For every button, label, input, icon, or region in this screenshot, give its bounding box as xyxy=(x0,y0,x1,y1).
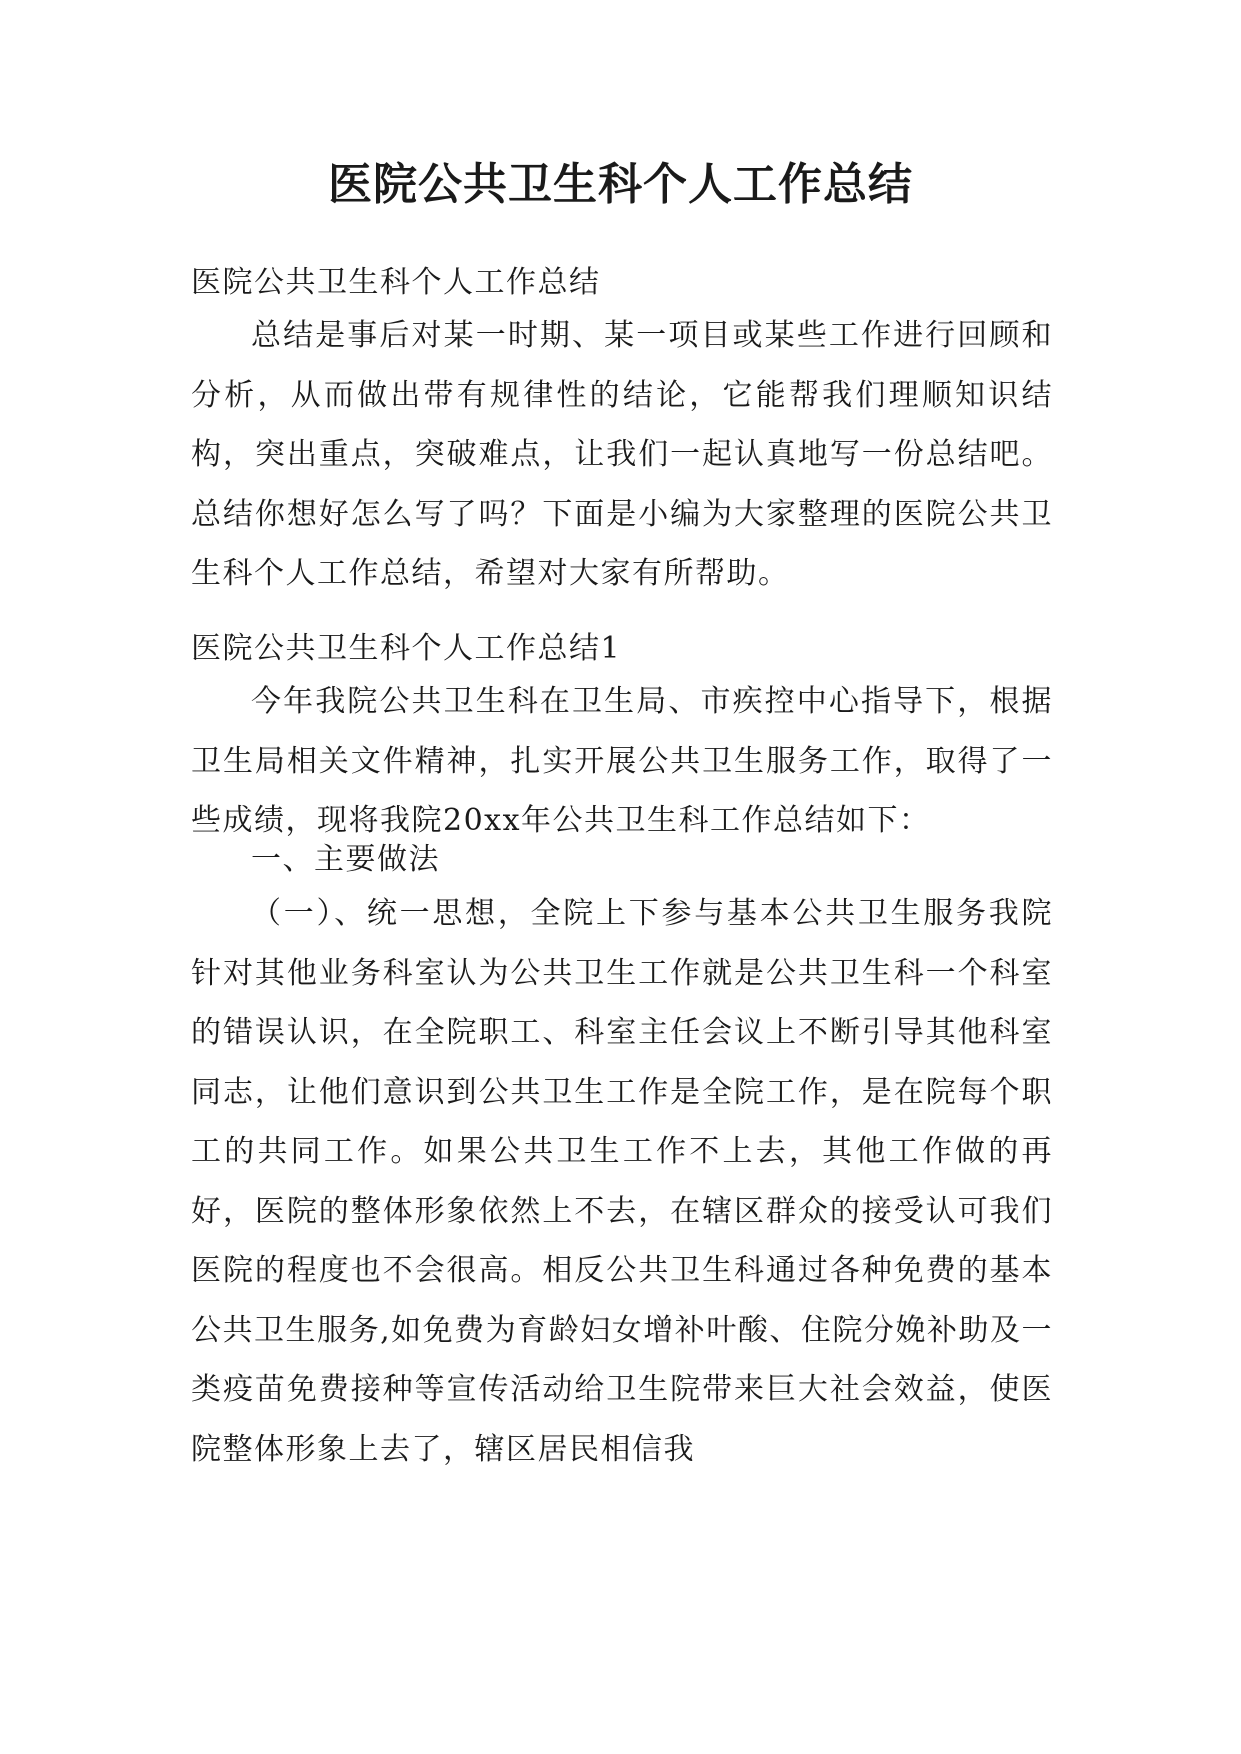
subsection-paragraph: （一）、统一思想，全院上下参与基本公共卫生服务我院针对其他业务科室认为公共卫生工作就是公共卫生科一个科室的错误认识，在全院职工、科室主任会议上不断引导其他科室同志，让他们意识到公共卫生工作是全院工作，是在院每个职工的共同工作。如果公共卫生工作不上去，其他工作做的再好，医院的整体形象依然上不去，在辖区群众的接受认可我们医院的程度也不会很高。相反公共卫生科通过各种免费的基本公共卫生服务,如免费为育龄妇女增补叶酸、住院分娩补助及一类疫苗免费接种等宣传活动给卫生院带来巨大社会效益，使医院整体形象上去了，辖区居民相信我 xyxy=(191,896,1053,1467)
document-title: 医院公共卫生科个人工作总结 xyxy=(328,159,913,210)
intro-heading: 医院公共卫生科个人工作总结 xyxy=(191,265,601,300)
section-paragraph: 今年我院公共卫生科在卫生局、市疾控中心指导下，根据卫生局相关文件精神，扎实开展公共卫生服务工作，取得了一些成绩，现将我院20xx年公共卫生科工作总结如下： xyxy=(191,684,1053,838)
section-heading: 医院公共卫生科个人工作总结1 xyxy=(191,631,622,666)
intro-paragraph: 总结是事后对某一时期、某一项目或某些工作进行回顾和分析，从而做出带有规律性的结论，它能帮我们理顺知识结构，突出重点，突破难点，让我们一起认真地写一份总结吧。总结你想好怎么写了吗？下面是小编为大家整理的医院公共卫生科个人工作总结，希望对大家有所帮助。 xyxy=(191,318,1053,591)
subsection-heading: 一、主要做法 xyxy=(251,842,440,877)
